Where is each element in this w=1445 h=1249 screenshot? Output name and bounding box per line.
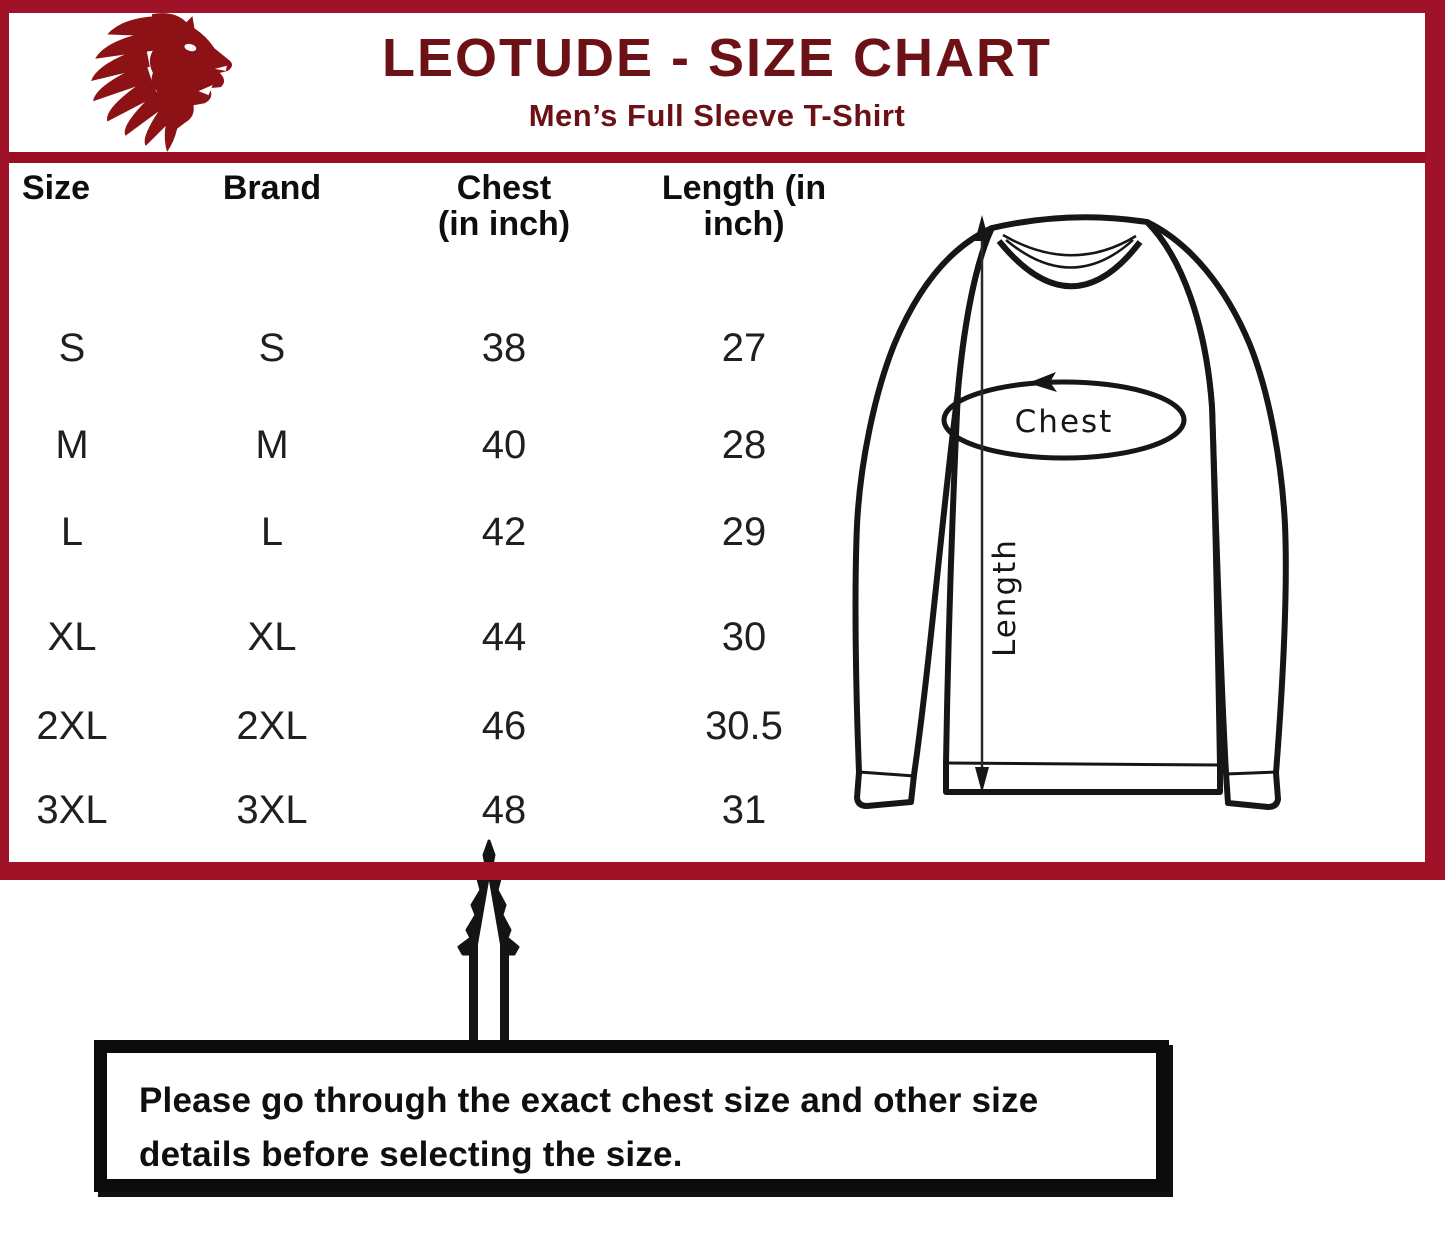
length-cell: 31 (721, 788, 767, 832)
length-cell: 27 (721, 326, 767, 370)
chest-cell: 42 (481, 510, 527, 554)
size-cell: S (58, 326, 86, 370)
brand-cell: 3XL (236, 788, 308, 832)
brand-cell: M (255, 423, 289, 467)
size-cell: M (55, 423, 89, 467)
chest-cell: 48 (481, 788, 527, 832)
table-header-row (4, 170, 884, 242)
length-cell: 29 (721, 510, 767, 554)
page-subtitle: Men’s Full Sleeve T-Shirt (528, 98, 906, 133)
size-cell: 2XL (36, 704, 108, 748)
length-cell: 30 (721, 615, 767, 659)
length-cell: 28 (721, 423, 767, 467)
length-cell: 30.5 (705, 704, 783, 748)
chest-label: Chest (1014, 404, 1114, 440)
chest-cell: 38 (481, 326, 527, 370)
lion-logo-icon (85, 9, 237, 155)
header-divider (9, 152, 1425, 163)
column-header-length: Length (in inch) (661, 169, 827, 243)
table-row (4, 323, 884, 373)
table-row (4, 612, 884, 662)
note-box (94, 1040, 1169, 1192)
note-text: Please go through the exact chest size and other size details before selecting the size. (139, 1081, 1039, 1174)
column-header-size: Size (22, 169, 91, 207)
brand-cell: XL (247, 615, 297, 659)
size-cell: XL (47, 615, 97, 659)
table-row (4, 785, 884, 835)
length-label: Length (987, 538, 1023, 657)
size-cell: 3XL (36, 788, 108, 832)
brand-cell: S (258, 326, 286, 370)
chest-cell: 44 (481, 615, 527, 659)
size-cell: L (60, 510, 84, 554)
column-header-brand: Brand (222, 169, 322, 207)
tshirt-diagram (830, 195, 1390, 820)
chart-header (9, 13, 1425, 152)
table-row (4, 701, 884, 751)
table-row (4, 420, 884, 470)
table-row (4, 507, 884, 557)
chest-cell: 40 (481, 423, 527, 467)
brand-cell: 2XL (236, 704, 308, 748)
column-header-chest: Chest (in inch) (437, 169, 571, 243)
page-title: LEOTUDE - SIZE CHART (382, 28, 1052, 88)
brand-cell: L (260, 510, 284, 554)
frame-bottom-border (0, 862, 1445, 880)
chest-cell: 46 (481, 704, 527, 748)
